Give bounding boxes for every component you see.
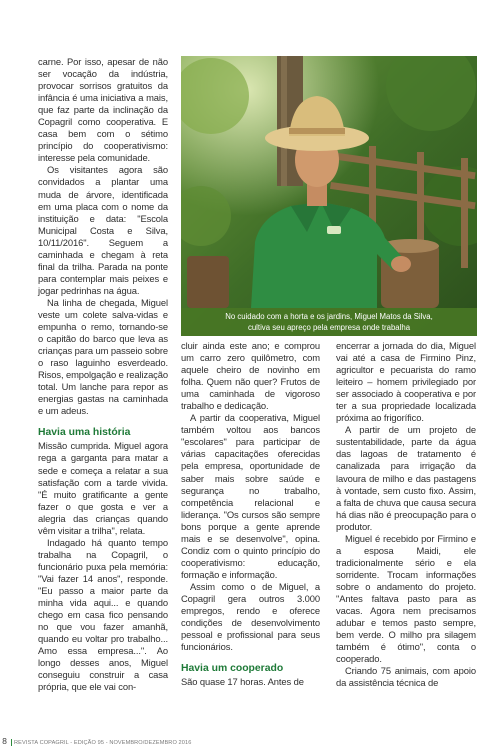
paragraph: Os visitantes agora são convidados a plantar uma muda de árvore, identificada em uma placa com o nome da instituição e data: "Escola Municipal Costa e Silva, 10/11/2016". Seguem a caminhada e chegam à reta final da trilha. Parada na ponte para contemplar mais peixes e jogar pedrinhas na água. xyxy=(38,164,168,296)
article-column-2 xyxy=(181,340,320,688)
paragraph: encerrar a jornada do dia, Miguel vai até a casa de Firmino Pinz, agricultor e pecuarista do ramo leiteiro – homem privilegiado por ser associado à cooperativa e por ter a sua propriedade localizada próxima ao frigorífico. xyxy=(336,340,476,424)
publication-info: REVISTA COPAGRIL - EDIÇÃO 95 - NOVEMBRO/DEZEMBRO 2016 xyxy=(14,740,192,746)
paragraph: carne. Por isso, apesar de não ser vocação da indústria, provocar sorrisos gratuitos da infância é uma iniciativa a mais, que faz parte da inclinação da Copagril como cooperativa. E casa bem com o sétimo princípio do cooperativismo: interesse pela comunidade. xyxy=(38,56,168,164)
footer-divider xyxy=(11,739,12,746)
paragraph: Criando 75 animais, com apoio da assistência técnica de xyxy=(336,665,476,689)
section-heading-cooperado: Havia um cooperado xyxy=(181,663,284,675)
photo-illustration xyxy=(181,56,477,336)
paragraph: Na linha de chegada, Miguel veste um colete salva-vidas e empunha o remo, tornando-se o capitão do barco que leva as crianças para um passeio sobre o raso laguinho esverdeado. Risos, empolgação e realização total. Um lanche para repor as energias gastas na caminhada e um adeus. xyxy=(38,296,168,417)
paragraph: A partir da cooperativa, Miguel também voltou aos bancos "escolares" para participar de várias capacitações oferecidas pela empresa, oportunidade de saber mais sobre saúde e segurança no trabalho, competência relacional e liderança. "Os cursos são sempre bons porque a gente aprende mais e se desenvolve", opina. Condiz com o quinto princípio do cooperativismo: educação, formação e informação. xyxy=(181,412,320,580)
caption-line: cultiva seu apreço pela empresa onde trabalha xyxy=(247,323,411,332)
caption-line: No cuidado com a horta e os jardins, Miguel Matos da Silva, xyxy=(225,312,433,321)
paragraph: Miguel é recebido por Firmino e a esposa Maidi, ele tradicionalmente sério e ela sorridente. Trocam informações sobre o andamento do projeto. "Antes faltava pasto para as vacas. Agora nem precisamos adubar e temos pasto sempre, bem verde. O milho pra silagem também é ótimo", conta o cooperado. xyxy=(336,532,476,665)
article-photo xyxy=(181,56,477,336)
paragraph: Indagado há quanto tempo trabalha na Copagril, o funcionário puxa pela memória: "Vai fazer 14 anos", responde. "Eu passo a maior parte da minha vida aqui... e quando chego em casa fico pensando no que vou fazer amanhã, quando eu voltar pro trabalho... Amo essa empresa...". Ao longo desses anos, Miguel conseguiu construir a casa própria, que ele vai con- xyxy=(38,536,168,693)
paragraph: Assim como o de Miguel, a Copagril gera outros 3.000 empregos, rendo e oferece condições de desenvolvimento pessoal e profissional para seus funcionários. xyxy=(181,580,320,653)
page-footer xyxy=(0,738,500,750)
paragraph: cluir ainda este ano; e comprou um carro zero quilômetro, com aquele cheiro de novinho em folha. Quem não quer? Frutos de uma caminhada de vigoroso trabalho e dedicação. xyxy=(181,340,320,412)
page-number: 8 xyxy=(2,737,8,746)
article-column-3 xyxy=(336,340,476,689)
section-heading-historia: Havia uma história xyxy=(38,427,131,439)
paragraph: A partir de um projeto de sustentabilidade, parte da água das lagoas de tratamento é canalizada para irrigação da lavoura de milho e das pastagens à vontade, sem custo fixo. Assim, a falta de chuva que causa secura há dias não é preocupação para o produtor. xyxy=(336,424,476,532)
article-column-1 xyxy=(38,56,168,693)
paragraph: São quase 17 horas. Antes de xyxy=(181,676,304,688)
photo-caption xyxy=(181,308,477,336)
paragraph: Missão cumprida. Miguel agora rega a garganta para matar a sede e começa a relatar a sua satisfação com a tarde vivida. "É muito gratificante a gente fazer o que gosta e ver a alegria das crianças quando vêm visitar a trilha", relata. xyxy=(38,440,168,536)
